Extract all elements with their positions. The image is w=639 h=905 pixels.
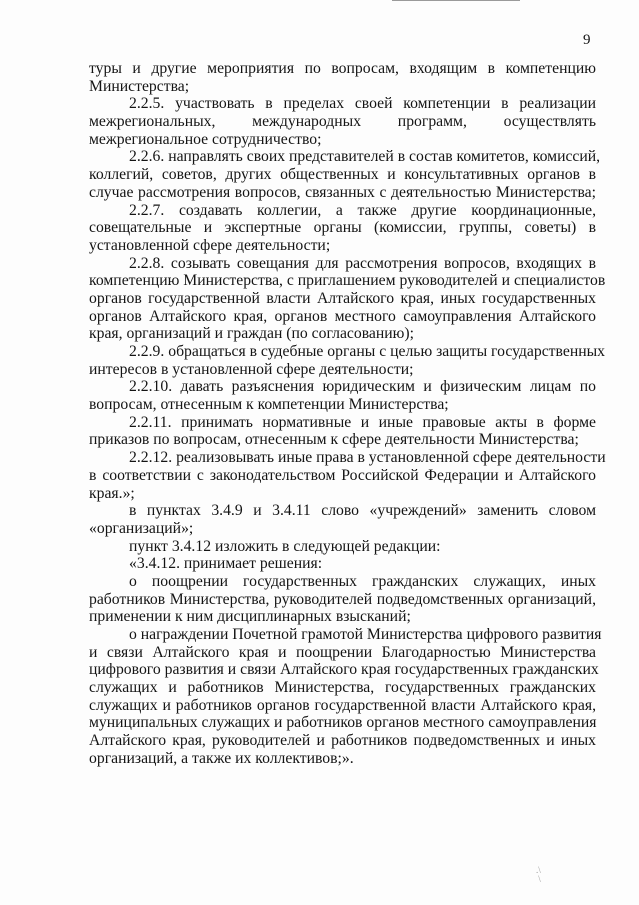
text-line: 2.2.12. реализовывать иные права в установленной сфере деятельности [129, 449, 606, 467]
text-line: пункт 3.4.12 изложить в следующей редакции: [129, 537, 441, 555]
document-body [89, 60, 606, 768]
text-line: Алтайского края, руководителей и работников подведомственных и иных [89, 732, 596, 750]
page-number: 9 [583, 32, 591, 48]
text-line: органов государственной власти Алтайского края, иных государственных [89, 289, 596, 307]
text-line: Министерства; [89, 77, 190, 95]
scan-artifact: .\ \ [536, 865, 541, 884]
text-line: 2.2.11. принимать нормативные и иные правовые акты в форме [129, 413, 596, 431]
text-line: и связи Алтайского края и поощрении Благодарностью Министерства [89, 643, 596, 661]
text-line: туры и другие мероприятия по вопросам, входящим в компетенцию [89, 60, 596, 77]
text-line: 2.2.5. участвовать в пределах своей компетенции в реализации [129, 95, 596, 113]
text-line: вопросам, отнесенным к компетенции Министерства; [89, 396, 449, 414]
text-line: работников Министерства, руководителей подведомственных организаций, [89, 590, 596, 608]
text-line: интересов в установленной сфере деятельности; [89, 360, 414, 378]
text-line: о награждении Почетной грамотой Министерства цифрового развития [129, 626, 602, 643]
text-line: 2.2.8. созывать совещания для рассмотрения вопросов, входящих в [129, 254, 596, 272]
text-line: цифрового развития и связи Алтайского края государственных гражданских [89, 661, 599, 679]
text-line: 2.2.10. давать разъяснения юридическим и физическим лицам по [129, 378, 596, 396]
text-line: организаций, а также их коллективов;». [89, 749, 354, 767]
text-line: применении к ним дисциплинарных взысканий; [89, 608, 411, 626]
text-line: межрегиональных, международных программ, осуществлять [89, 113, 596, 131]
text-line: компетенцию Министерства, с приглашением руководителей и специалистов [89, 272, 606, 290]
text-line: края.»; [89, 484, 135, 502]
text-line: 2.2.9. обращаться в судебные органы с целью защиты государственных [129, 343, 605, 360]
text-line: органов Алтайского края, органов местного самоуправления Алтайского [89, 307, 596, 325]
text-line: случае рассмотрения вопросов, связанных с деятельностью Министерства; [89, 183, 596, 201]
text-line: совещательные и экспертные органы (комиссии, группы, советы) в [89, 219, 596, 237]
text-line: в соответствии с законодательством Российской Федерации и Алтайского [89, 466, 596, 484]
text-line: служащих и работников Министерства, государственных гражданских [89, 679, 596, 697]
text-line: края, организаций и граждан (по согласованию); [89, 325, 414, 343]
text-line: 2.2.6. направлять своих представителей в состав комитетов, комиссий, [129, 148, 601, 166]
text-line: «организаций»; [89, 519, 194, 537]
text-line: в пунктах 3.4.9 и 3.4.11 слово «учреждений» заменить словом [129, 502, 596, 520]
text-line: коллегий, советов, других общественных и консультативных органов в [89, 166, 596, 184]
text-line: межрегиональное сотрудничество; [89, 130, 322, 148]
text-line: «3.4.12. принимает решения: [129, 555, 323, 573]
text-line: приказов по вопросам, отнесенным к сфере деятельности Министерства; [89, 431, 579, 449]
text-line: муниципальных служащих и работников органов местного самоуправления [89, 714, 597, 732]
text-line: установленной сфере деятельности; [89, 236, 331, 254]
text-line: 2.2.7. создавать коллегии, а также другие координационные, [129, 201, 596, 219]
top-edge-rule [392, 0, 520, 1]
text-line: служащих и работников органов государственной власти Алтайского края, [89, 696, 596, 714]
text-line: о поощрении государственных гражданских служащих, иных [129, 572, 596, 590]
